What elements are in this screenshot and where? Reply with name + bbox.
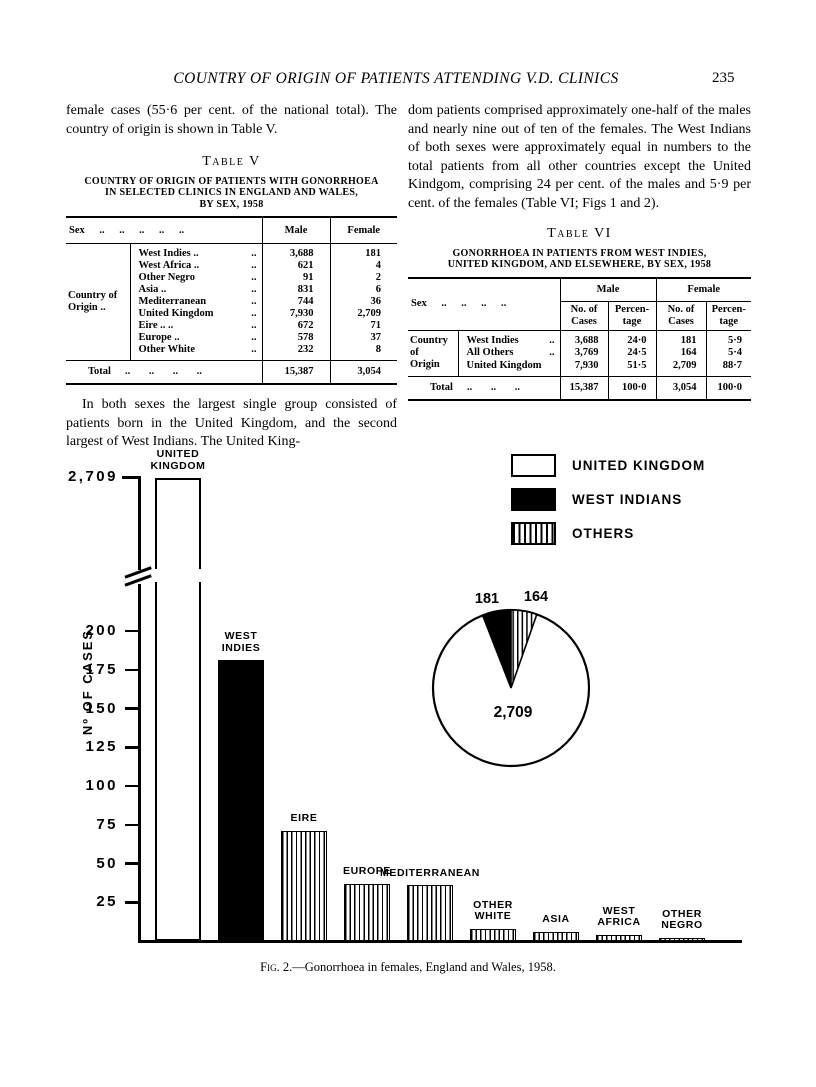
caption-text: —Gonorrhoea in females, England and Wales, 1958. (292, 960, 556, 974)
y-tick (125, 901, 139, 904)
paragraph: In both sexes the largest single group consisted of patients born in the United Kingdom, and the second largest of West Indians. The United King- (66, 397, 397, 449)
legend-label: UNITED KINGDOM (572, 457, 706, 473)
stub-country-of-origin: Country of Origin (408, 330, 458, 377)
bar-label-mediterranean: MEDITERRANEAN (380, 866, 480, 879)
y-tick-label: 100 (85, 777, 118, 794)
header-male: Male (262, 217, 330, 244)
legend-label: OTHERS (572, 525, 635, 541)
paragraph: dom patients comprised approximately one-half of the males and nearly nine out of ten of the females. The West Indians of both sexes were approximately equal in numbers to the total patients from all other countries except the United Kindgom, comprising 24 per cent. of the males and 5·9 per cent. of the females (Table VI; Figs 1 and 2). (408, 103, 751, 211)
pie-chart (425, 583, 605, 783)
total-label: Total .. .. .. (408, 377, 560, 401)
cell-female: 181 (365, 248, 381, 259)
header-female-group: Female (656, 278, 751, 302)
legend-item-others (511, 521, 705, 545)
y-tick-label: 200 (85, 622, 118, 639)
y-tick (125, 669, 139, 672)
page-number: 235 (712, 70, 735, 86)
table-row: West Indies .. 3,688 24·0 181 5·9 (408, 335, 751, 348)
bar-label-united-kingdom: UNITED KINGDOM (150, 448, 206, 472)
header-female-pct: Percen-tage (706, 301, 751, 330)
y-axis-lower (138, 584, 141, 942)
table-row: Eire .. .. .. 672 71 (66, 320, 397, 332)
figure-caption (0, 960, 816, 975)
bar-label-west-indies: WEST INDIES (221, 630, 261, 654)
legend-swatch-white (511, 454, 556, 477)
subtitle-line: BY SEX, 1958 (199, 198, 264, 210)
cell-male: 3,688 (262, 248, 330, 260)
bar-europe (344, 884, 390, 941)
y-axis-title: Nº OF CASES (80, 628, 95, 736)
legend-swatch-hatch (511, 522, 556, 545)
running-head-title: COUNTRY OF ORIGIN OF PATIENTS ATTENDING V.D. CLINICS (173, 70, 619, 87)
header-male-group: Male (560, 278, 656, 302)
bar-label-other-white: OTHER WHITE (473, 898, 513, 923)
bar-west-africa (596, 935, 642, 941)
y-axis-upper (138, 476, 141, 570)
total-male: 15,387 (262, 361, 330, 385)
y-tick (125, 746, 139, 749)
pie-value-west-indians: 181 (474, 591, 500, 607)
y-tick (125, 630, 139, 633)
subtitle-line: IN SELECTED CLINICS IN ENGLAND AND WALES, (104, 187, 358, 198)
bar-label-europe: EUROPE (343, 865, 391, 878)
y-tick-label: 125 (85, 738, 118, 756)
y-tick-label: 175 (85, 660, 118, 678)
y-tick (125, 824, 139, 827)
y-tick-label: 75 (96, 815, 118, 833)
stub-country-of-origin: Country of Origin .. (66, 244, 130, 361)
table-row: United Kingdom 7,930 51·5 2,709 88·7 (408, 360, 751, 373)
table-row: United Kingdom .. 7,930 2,709 (66, 308, 397, 320)
row-label: West Indies .. .. (130, 248, 262, 260)
bar-label-other-negro: OTHER NEGRO (661, 907, 703, 932)
paragraph: female cases (55·6 per cent. of the national total). The country of origin is shown in Table V. (66, 103, 397, 137)
legend-item-west-indians (511, 487, 705, 511)
table-row: Europe .. .. 578 37 (66, 332, 397, 344)
table-v-title: Table V (202, 154, 261, 169)
caption-label: Fig. 2. (260, 960, 293, 974)
table-row: Other Negro .. 91 2 (66, 272, 397, 284)
y-tick (125, 707, 139, 710)
table-row: All Others .. 3,769 24·5 164 5·4 (408, 347, 751, 360)
y-tick-label: 50 (96, 854, 118, 872)
header-sex: Sex .. .. .. .. (408, 278, 560, 331)
subtitle-line: UNITED KINGDOM, AND ELSEWHERE, BY SEX, 1958 (447, 259, 712, 270)
axis-break-gap (153, 569, 203, 582)
header-male-pct: Percen-tage (608, 301, 656, 330)
subtitle-line: GONORRHOEA IN PATIENTS FROM WEST INDIES, (452, 247, 707, 259)
table-row: West Africa .. .. 621 4 (66, 260, 397, 272)
y-tick (125, 785, 139, 788)
y-axis-break-value: 2,709 (67, 468, 118, 485)
y-tick-label: 25 (96, 893, 118, 911)
table-row: Asia .. .. 831 6 (66, 284, 397, 296)
total-female: 3,054 (330, 361, 397, 385)
bar-west-indies (218, 660, 264, 941)
bar-other-negro (659, 938, 705, 941)
bar-united-kingdom (155, 478, 201, 941)
y-axis-top-tick (122, 476, 139, 479)
total-label: Total .. .. .. .. (66, 361, 262, 385)
y-tick (125, 862, 139, 865)
table-vi-title: Table VI (547, 226, 612, 241)
y-tick-label: 150 (85, 699, 118, 717)
bar-label-eire: EIRE (290, 812, 318, 825)
legend-item-united-kingdom (511, 453, 705, 477)
bar-label-asia: ASIA (542, 913, 570, 926)
header-female: Female (330, 217, 397, 244)
header-sex: Sex .. .. .. .. .. (66, 217, 262, 244)
bar-eire (281, 831, 327, 941)
pie-value-others: 164 (523, 589, 549, 605)
figure-legend (511, 453, 705, 555)
legend-swatch-black (511, 488, 556, 511)
header-male-cases: No. of Cases (560, 301, 608, 330)
pie-value-united-kingdom: 2,709 (493, 704, 533, 721)
table-row: Mediterranean .. 744 36 (66, 296, 397, 308)
subtitle-line: COUNTRY OF ORIGIN OF PATIENTS WITH GONORRHOEA (84, 175, 379, 187)
bar-asia (533, 932, 579, 941)
table-row: Other White .. 232 8 (66, 344, 397, 356)
header-female-cases: No. of Cases (656, 301, 706, 330)
legend-label: WEST INDIANS (572, 491, 683, 507)
bar-label-west-africa: WEST AFRICA (597, 904, 641, 929)
bar-other-white (470, 929, 516, 941)
table-total-row: Total .. .. .. 15,387 100·0 3,054 100·0 (408, 377, 751, 401)
